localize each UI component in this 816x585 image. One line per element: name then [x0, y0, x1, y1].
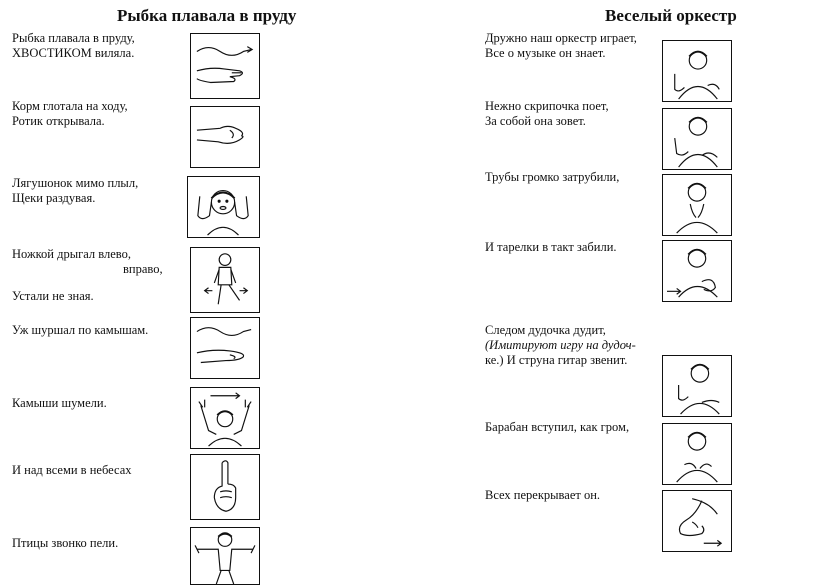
verse-line: Ротик открывала.: [12, 114, 105, 128]
verse-line: Ножкой дрыгал влево,: [12, 247, 131, 261]
boy-kicking-leg-picture: [190, 247, 260, 313]
boy-cymbals-picture: [662, 240, 732, 302]
boy-raised-arms-picture: [190, 387, 260, 449]
verse-line: Щеки раздувая.: [12, 191, 96, 205]
verse-line: И тарелки в такт забили.: [485, 240, 617, 254]
boy-wings-picture: [190, 527, 260, 585]
left-verse-3: [12, 176, 138, 206]
verse-line: (Имитируют игру на дудоч-: [485, 338, 636, 352]
verse-line: И над всеми в небесах: [12, 463, 132, 477]
right-verse-2: [485, 99, 609, 129]
boy-puffing-cheeks-picture: [187, 176, 260, 238]
left-title: Рыбка плавала в пруду: [117, 6, 297, 25]
verse-line: Лягушонок мимо плыл,: [12, 176, 139, 190]
clapping-hand-picture: [190, 106, 260, 168]
right-verse-5: [485, 323, 636, 368]
left-verse-7: [12, 463, 132, 478]
verse-line: Корм глотала на ходу,: [12, 99, 128, 113]
verse-line: Рыбка плавала в пруду,: [12, 31, 135, 45]
verse-line: Нежно скрипочка поет,: [485, 99, 609, 113]
finger-up-picture: [190, 454, 260, 520]
boy-trumpet-picture: [662, 174, 732, 236]
verse-line: Камыши шумели.: [12, 396, 107, 410]
verse-line: Трубы громко затрубили,: [485, 170, 620, 184]
right-verse-3: [485, 170, 619, 185]
left-verse-4: [12, 247, 131, 262]
right-verse-6: [485, 420, 629, 435]
verse-line: Уж шуршал по камышам.: [12, 323, 149, 337]
verse-line: ХВОСТИКОМ виляла.: [12, 46, 135, 60]
left-verse-8: [12, 536, 118, 551]
left-verse-2: [12, 99, 128, 129]
boy-drum-picture: [662, 423, 732, 485]
verse-line: За собой она зовет.: [485, 114, 586, 128]
left-verse-6: [12, 396, 107, 411]
right-verse-7: [485, 488, 600, 503]
verse-line: ке.) И струна гитар звенит.: [485, 353, 628, 367]
left-verse-4-b: [123, 262, 163, 277]
boy-greeting-picture: [662, 40, 732, 102]
right-title: Веселый оркестр: [605, 6, 737, 25]
left-verse-4-c: [12, 289, 94, 304]
snake-hand-picture: [190, 317, 260, 379]
verse-line: Все о музыке он знает.: [485, 46, 606, 60]
left-verse-1: [12, 31, 135, 61]
verse-line: Следом дудочка дудит,: [485, 323, 606, 337]
verse-line: Устали не зная.: [12, 289, 94, 303]
verse-line: Всех перекрывает он.: [485, 488, 601, 502]
verse-line: вправо,: [123, 262, 163, 276]
right-verse-4: [485, 240, 617, 255]
verse-line: Барабан вступил, как гром,: [485, 420, 630, 434]
hand-pointing-picture: [662, 490, 732, 552]
verse-line: Дружно наш оркестр играет,: [485, 31, 637, 45]
boy-violin-picture: [662, 108, 732, 170]
waving-hand-picture: [190, 33, 260, 99]
verse-line: Птицы звонко пели.: [12, 536, 119, 550]
left-verse-5: [12, 323, 148, 338]
boy-pipe-picture: [662, 355, 732, 417]
right-verse-1: [485, 31, 637, 61]
